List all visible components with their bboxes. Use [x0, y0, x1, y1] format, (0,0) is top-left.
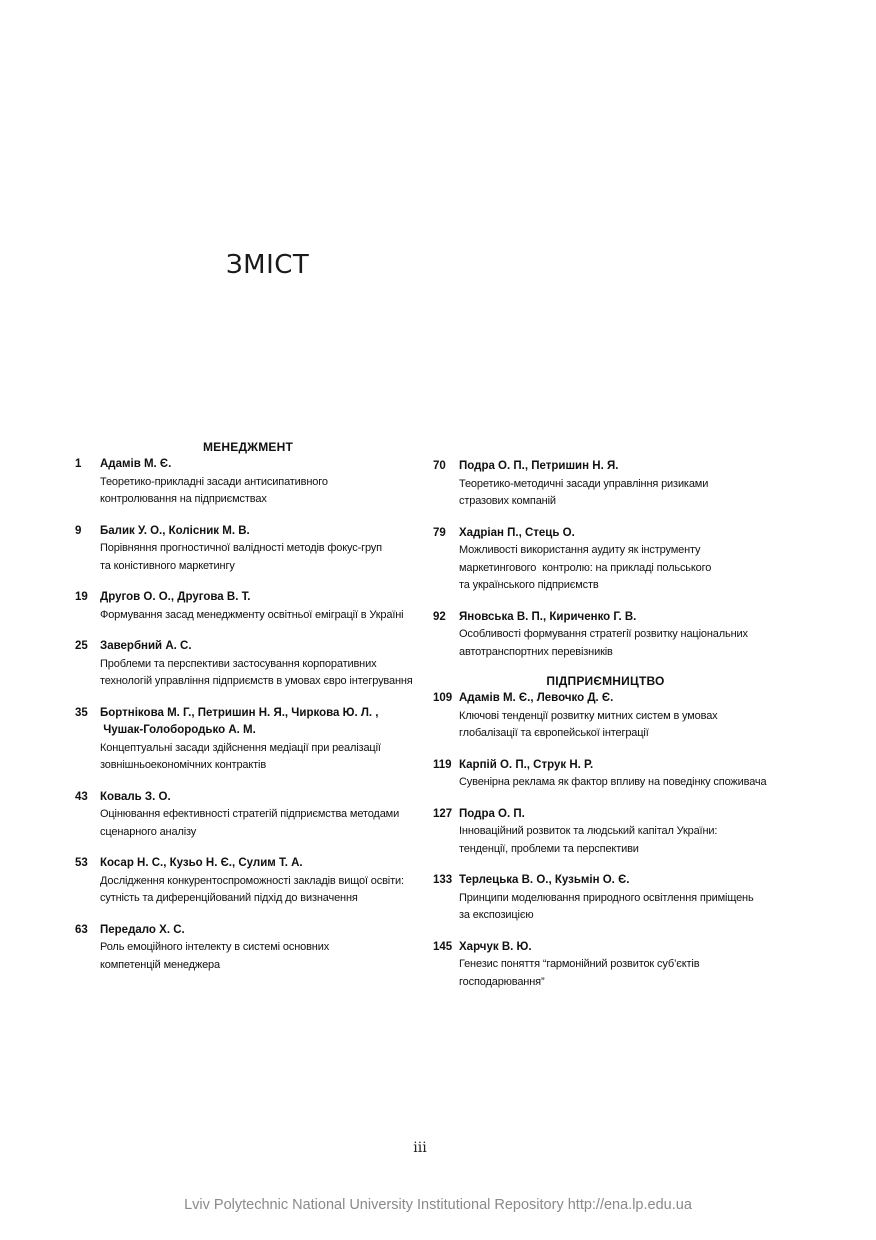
toc-entry-authors-continued: Чушак-Голобородько А. М.	[100, 724, 256, 736]
toc-entry-title-line: сценарного аналізу	[100, 825, 197, 838]
toc-entry-authors: Завербний А. С.	[100, 640, 192, 652]
toc-entry-page-number: 109	[433, 692, 453, 704]
toc-entry-page-number: 127	[433, 807, 453, 820]
toc-entry[interactable]	[75, 789, 415, 842]
toc-entry-title-line: сутність та диференційований підхід до визначення	[100, 892, 358, 904]
toc-entry-body	[459, 525, 778, 595]
toc-entry[interactable]	[433, 609, 778, 662]
toc-entry[interactable]	[75, 855, 415, 908]
toc-entry-authors: Коваль З. О.	[100, 790, 171, 803]
toc-entry-title-line: Сувенірна реклама як фактор впливу на поведінку споживача	[459, 776, 767, 788]
toc-entries-management-continued	[433, 458, 778, 661]
toc-entry-body	[100, 638, 415, 691]
toc-entry[interactable]	[75, 523, 415, 576]
toc-entry-authors: Хадріан П., Стець О.	[459, 526, 575, 539]
toc-entry-body	[459, 939, 778, 992]
toc-entry-body	[100, 922, 415, 975]
toc-entry-page-number: 19	[75, 591, 88, 603]
toc-entry-body	[459, 690, 778, 743]
toc-entry-page-number: 145	[433, 940, 453, 953]
toc-entry-page-number: 70	[433, 460, 446, 472]
toc-entry-title-line: Порівняння прогностичної валідності методів фокус-груп	[100, 542, 382, 554]
toc-entry-title-line: Проблеми та перспективи застосування корпоративних	[100, 657, 377, 670]
toc-entry-body	[100, 855, 415, 908]
toc-entry-page-number: 133	[433, 874, 453, 886]
toc-entry-title-line: Особливості формування стратегії розвитку національних	[459, 628, 748, 640]
toc-entry-title-line: Теоретико-прикладні засади антисипативного	[100, 475, 328, 488]
toc-entry-title-line: тенденції, проблеми та перспективи	[459, 842, 639, 855]
toc-entry-page-number: 1	[75, 458, 82, 470]
toc-entries-entrepreneurship	[433, 690, 778, 991]
toc-entry-title-line: технологій управління підприємств в умовах євро інтегрування	[100, 675, 413, 687]
toc-entry-title-line: Концептуальні засади здійснення медіації при реалізації	[100, 741, 381, 754]
toc-entry[interactable]	[75, 638, 415, 691]
toc-entry[interactable]	[75, 456, 415, 509]
toc-entry-title-line: Дослідження конкурентоспроможності закладів вищої освіти:	[100, 874, 404, 887]
toc-entry-title-line: Ключові тенденції розвитку митних систем в умовах	[459, 709, 718, 722]
toc-entry-page-number: 79	[433, 526, 446, 539]
toc-entry-body	[459, 872, 778, 925]
toc-entry-title-line: автотранспортних перевізників	[459, 645, 613, 658]
section-title-management: МЕНЕДЖМЕНТ	[202, 440, 294, 454]
toc-entry-page-number: 63	[75, 923, 88, 936]
toc-entry-title-line: Інноваційний розвиток та людський капітал України:	[459, 825, 718, 837]
toc-entry-title-line: Генезис поняття “гармонійний розвиток суб’єктів	[459, 958, 700, 970]
toc-entry-body	[100, 589, 415, 624]
toc-entry-body	[459, 609, 778, 662]
toc-entry[interactable]	[433, 806, 778, 859]
toc-entry-title-line: зовнішньоекономічних контрактів	[100, 759, 267, 771]
toc-entry-authors: Косар Н. С., Кузьо Н. Є., Сулим Т. А.	[100, 857, 303, 869]
toc-entry-title-line: Роль емоційного інтелекту в системі основних	[100, 941, 330, 953]
toc-entry-title-line: компетенцій менеджера	[100, 958, 220, 971]
toc-entry-title-line: контролювання на підприємствах	[100, 493, 267, 505]
toc-entry-title-line: Формування засад менеджменту освітньої еміграції в Україні	[100, 608, 404, 621]
toc-entry-title-line: господарювання”	[459, 975, 545, 988]
toc-entry-page-number: 9	[75, 524, 82, 537]
section-title-entrepreneurship: ПІДПРИЄМНИЦТВО	[546, 674, 665, 688]
toc-entry-authors: Балик У. О., Колісник М. В.	[100, 524, 250, 537]
toc-entry[interactable]	[433, 690, 778, 743]
toc-entry-authors: Бортнікова М. Г., Петришин Н. Я., Чиркова Ю. Л. ,	[100, 706, 379, 719]
toc-entry-body	[100, 523, 415, 576]
toc-entry-body	[100, 789, 415, 842]
toc-entry-title-line: Принципи моделювання природного освітлення приміщень	[459, 891, 754, 904]
toc-entry[interactable]	[433, 458, 778, 511]
toc-entry-page-number: 53	[75, 857, 88, 869]
toc-entry-title-line: за експозицією	[459, 909, 534, 921]
toc-entry[interactable]	[75, 589, 415, 624]
toc-entry[interactable]	[75, 705, 415, 775]
toc-entry-title-line: стразових компаній	[459, 495, 556, 507]
toc-entry-authors: Другов О. О., Другова В. Т.	[100, 591, 251, 603]
toc-entries-management	[75, 456, 415, 974]
toc-entry-page-number: 92	[433, 610, 446, 623]
toc-entry-title-line: Теоретико-методичні засади управління ризиками	[459, 477, 709, 490]
toc-entry-page-number: 35	[75, 706, 88, 719]
toc-entry-body	[100, 705, 415, 775]
toc-entry-title-line: глобалізації та європейської інтеграції	[459, 727, 649, 739]
toc-entry[interactable]	[75, 922, 415, 975]
toc-entry[interactable]	[433, 525, 778, 595]
toc-entry-body	[100, 456, 415, 509]
toc-entry[interactable]	[433, 757, 778, 792]
page-title: ЗМІСТ	[226, 250, 310, 280]
toc-entry[interactable]	[433, 872, 778, 925]
toc-entry-title-line: Можливості використання аудиту як інструменту	[459, 544, 701, 556]
toc-entry-body	[459, 757, 778, 792]
toc-entry-page-number: 25	[75, 640, 88, 652]
toc-entry-body	[459, 806, 778, 859]
toc-entry-authors: Подра О. П., Петришин Н. Я.	[459, 460, 619, 472]
toc-left-column	[75, 440, 415, 988]
toc-entry-authors: Передало Х. С.	[100, 923, 185, 936]
toc-entry-authors: Подра О. П.	[459, 807, 525, 820]
toc-entry-title-line: та українського підприємств	[459, 579, 599, 591]
toc-right-column	[433, 458, 778, 1005]
toc-entry-authors: Терлецька В. О., Кузьмін О. Є.	[459, 874, 630, 886]
toc-entry-authors: Карпій О. П., Струк Н. Р.	[459, 758, 594, 771]
toc-entry[interactable]	[433, 939, 778, 992]
toc-entry-authors: Адамів М. Є., Левочко Д. Є.	[459, 692, 614, 704]
toc-entry-authors: Яновська В. П., Кириченко Г. В.	[459, 610, 637, 623]
toc-entry-authors: Адамів М. Є.	[100, 458, 172, 470]
toc-entry-page-number: 43	[75, 790, 88, 803]
toc-entry-title-line: Оцінювання ефективності стратегій підприємства методами	[100, 808, 400, 820]
page-number: iii	[413, 1140, 427, 1156]
toc-entry-page-number: 119	[433, 758, 452, 771]
toc-entry-authors: Харчук В. Ю.	[459, 940, 532, 953]
toc-entry-title-line: та коністивного маркетингу	[100, 559, 235, 572]
repository-footer: Lviv Polytechnic National University Institutional Repository http://ena.lp.edu.ua	[184, 1197, 692, 1213]
toc-entry-body	[459, 458, 778, 511]
toc-entry-title-line: маркетингового контролю: на прикладі польського	[459, 561, 712, 574]
